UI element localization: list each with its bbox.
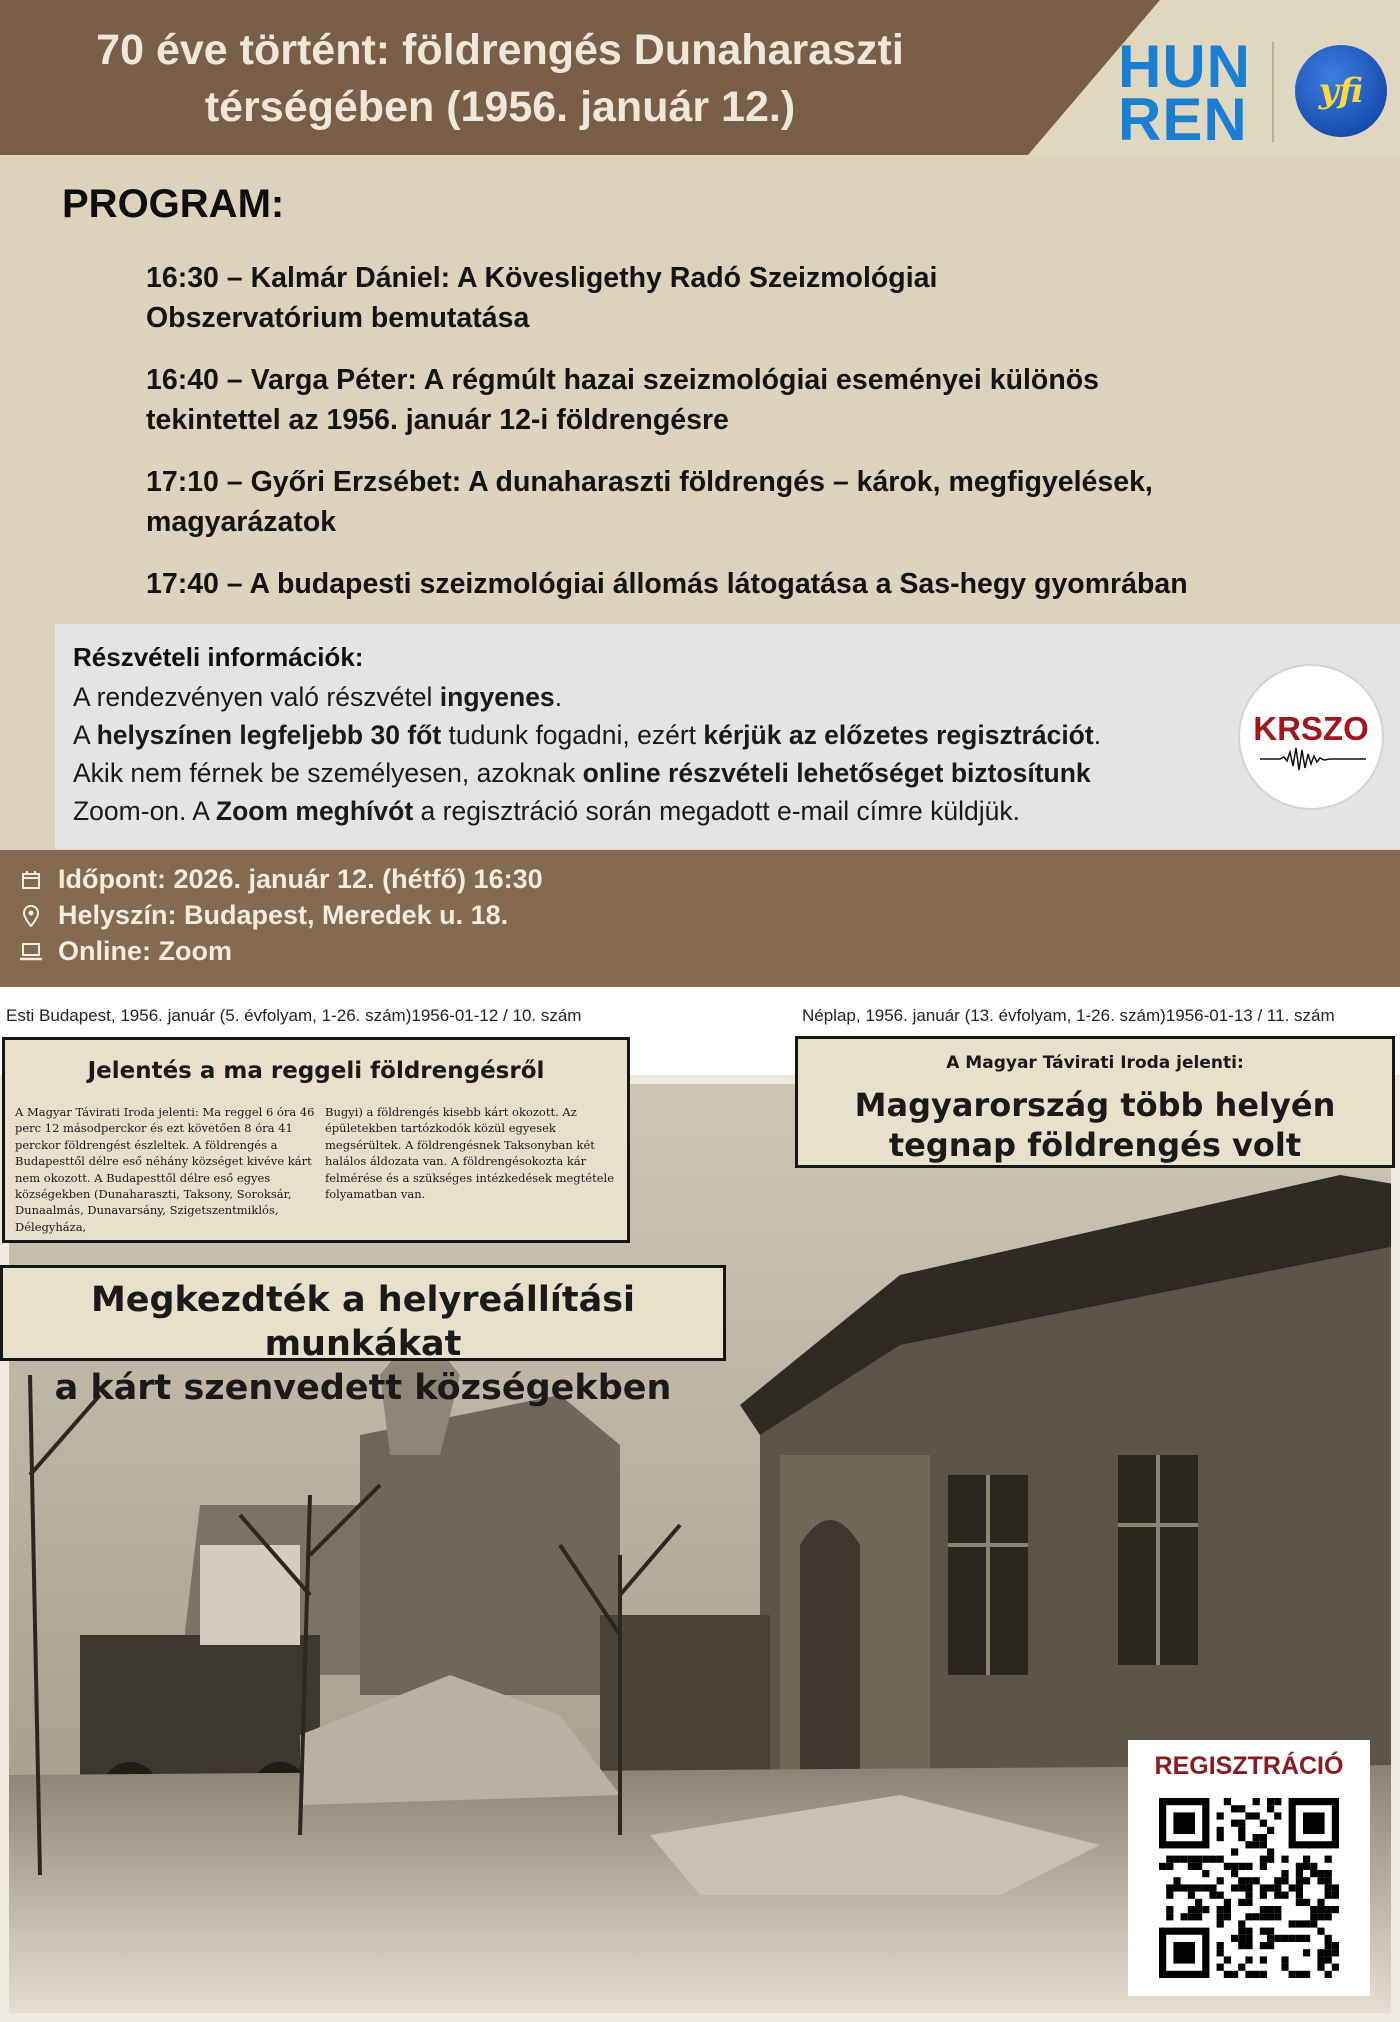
info-emphasis: kérjük az előzetes regisztrációt xyxy=(703,720,1094,750)
hunren-logo-top: HUN xyxy=(1118,33,1251,100)
program-item-line: 16:30 – Kalmár Dániel: A Kövesligethy Radó Szeizmológiai xyxy=(146,262,938,294)
krszo-logo xyxy=(1238,664,1384,810)
program-item xyxy=(146,564,1366,604)
event-place-text: Helyszín: Budapest, Meredek u. 18. xyxy=(58,900,509,930)
title-line-2: térségében (1956. január 12.) xyxy=(204,83,796,131)
clipping-kicker: A Magyar Távirati Iroda jelenti: xyxy=(946,1053,1244,1073)
logo-divider xyxy=(1272,42,1274,142)
newspaper-clipping-restoration xyxy=(0,1265,726,1408)
participation-info-text xyxy=(73,678,1101,830)
program-item-line: 16:40 – Varga Péter: A régmúlt hazai szeizmológiai eseményei különös xyxy=(146,364,1099,396)
event-date xyxy=(18,864,543,895)
info-text: Zoom-on. A xyxy=(73,796,216,826)
program-item xyxy=(146,258,1366,338)
info-text: A xyxy=(73,720,97,750)
title-line-1: 70 éve történt: földrengés Dunaharaszti xyxy=(96,26,904,74)
info-emphasis: Zoom meghívót xyxy=(215,796,414,826)
clipping-headline-line: Megkezdték a helyreállítási munkákat xyxy=(90,1280,636,1364)
info-emphasis: ingyenes xyxy=(439,682,555,712)
program-item-line: magyarázatok xyxy=(146,506,337,538)
program-list xyxy=(146,258,1366,626)
clipping-headline xyxy=(798,1085,1392,1165)
registration-box[interactable] xyxy=(1128,1740,1370,1996)
page-title xyxy=(0,22,1000,136)
krszo-logo-text: KRSZO xyxy=(1253,710,1369,747)
event-place xyxy=(18,900,508,931)
program-title: PROGRAM: xyxy=(62,182,285,226)
clipping-headline-line: Magyarország több helyén xyxy=(854,1086,1336,1124)
clipping-headline: Jelentés a ma reggeli földrengésről xyxy=(87,1058,545,1084)
event-online xyxy=(18,936,232,967)
location-pin-icon xyxy=(18,903,44,929)
seismogram-icon xyxy=(1260,746,1366,772)
info-text: tudunk fogadni, ezért xyxy=(441,720,704,750)
info-line xyxy=(73,792,1101,830)
program-item-line: 17:40 – A budapesti szeizmológiai állomás látogatása a Sas-hegy gyomrában xyxy=(146,568,1188,600)
calendar-icon xyxy=(18,867,44,893)
newspaper-clipping-neplap xyxy=(795,1036,1395,1168)
hunren-logo-bottom: REN xyxy=(1118,86,1248,153)
clipping-headline xyxy=(3,1278,723,1410)
yfi-logo xyxy=(1295,45,1387,137)
info-line xyxy=(73,754,1101,792)
clipping-headline-line: tegnap földrengés volt xyxy=(888,1126,1302,1164)
clipping-headline-line: a kárt szenvedett községekben xyxy=(54,1368,672,1408)
info-emphasis: helyszínen legfeljebb 30 főt xyxy=(96,720,442,750)
newspaper-clipping-report xyxy=(2,1037,630,1243)
caption-esti-budapest: Esti Budapest, 1956. január (5. évfolyam, 1-26. szám)1956-01-12 / 10. szám xyxy=(6,1006,582,1025)
program-item-line: 17:10 – Győri Erzsébet: A dunaharaszti földrengés – károk, megfigyelések, xyxy=(146,466,1153,498)
participation-info-heading: Részvételi információk: xyxy=(73,642,364,672)
yfi-logo-text: yfi xyxy=(1318,71,1364,111)
clipping-column: Bugyi) a földrengés kisebb kárt okozott. Az épületekben tartózkodók közül egyesek megsérültek. A földrengésnek Taksonyban két halálos áldozata van. A földrengésokozta kár felmérése és a szükséges intézkedések megtétele folyamatban van. xyxy=(325,1105,615,1202)
program-item-line: Obszervatórium bemutatása xyxy=(146,302,530,334)
caption-neplap: Néplap, 1956. január (13. évfolyam, 1-26. szám)1956-01-13 / 11. szám xyxy=(802,1006,1335,1025)
event-online-text: Online: Zoom xyxy=(58,936,232,966)
laptop-icon xyxy=(18,939,44,965)
info-text: . xyxy=(554,682,563,712)
clipping-column: A Magyar Távirati Iroda jelenti: Ma reggel 6 óra 46 perc 12 másodperckor és ezt követően 8 óra 41 perckor földrengést észleltek. A földrengés a Budapesttől délre eső néhány községet kivéve kárt nem okozott. A Budapesttől délre eső egyes községekben (Dunaharaszti, Taksony, Soroksár, Dunaalmás, Dunavarsány, Szigetszentmiklós, Délegyháza, xyxy=(15,1105,315,1234)
info-text: Akik nem férnek be személyesen, azoknak xyxy=(73,758,583,788)
program-item xyxy=(146,462,1366,542)
registration-qr-code[interactable] xyxy=(1159,1798,1339,1978)
info-line xyxy=(73,716,1101,754)
photo-truck-cargo xyxy=(200,1545,300,1645)
info-text: a regisztráció során megadott e-mail címre küldjük. xyxy=(413,796,1020,826)
event-date-text: Időpont: 2026. január 12. (hétfő) 16:30 xyxy=(58,864,543,894)
program-item-line: tekintettel az 1956. január 12-i földrengésre xyxy=(146,404,729,436)
registration-title: REGISZTRÁCIÓ xyxy=(1154,1752,1344,1780)
info-emphasis: online részvételi lehetőséget biztosítunk xyxy=(582,758,1091,788)
program-item xyxy=(146,360,1366,440)
info-text: . xyxy=(1093,720,1102,750)
hunren-logo xyxy=(1118,33,1251,153)
info-text: A rendezvényen való részvétel xyxy=(73,682,440,712)
info-line xyxy=(73,678,1101,716)
